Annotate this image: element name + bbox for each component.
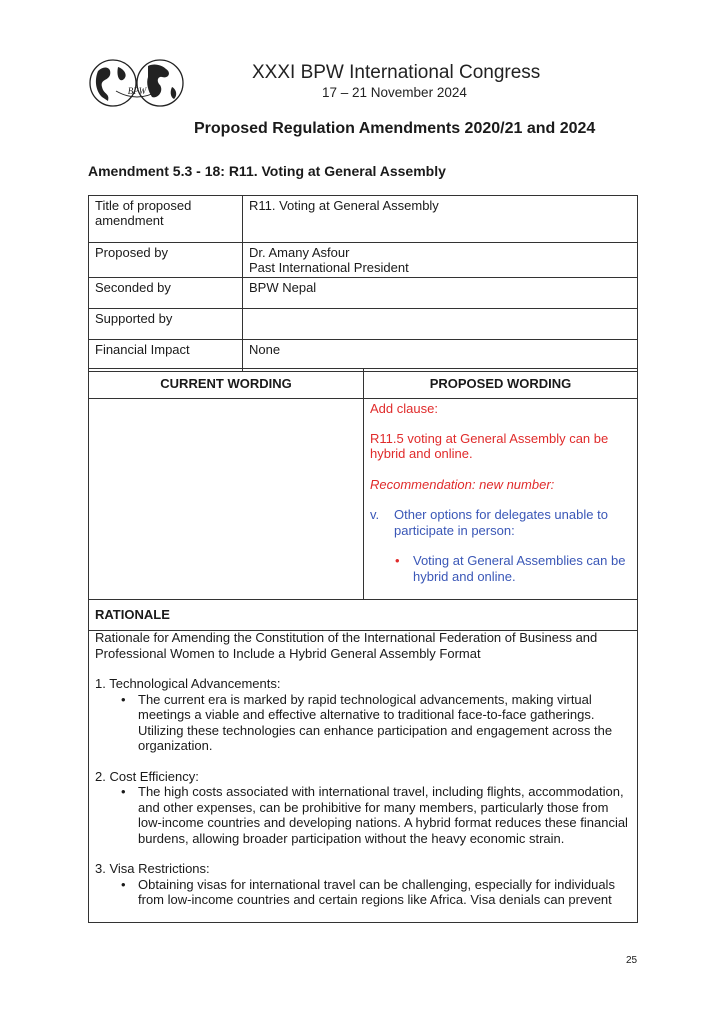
proposed-wording-cell [364,399,638,600]
proposed-wording-header: PROPOSED WORDING [364,369,638,399]
financial-impact-value: None [243,340,638,372]
title-value: R11. Voting at General Assembly [243,196,638,243]
rationale-heading: RATIONALE [95,607,170,622]
rationale-bullet [95,877,631,908]
rationale-item [95,861,631,908]
rationale-bullet-text: Obtaining visas for international travel can be challenging, especially for individuals from low-income countries and certain regions like Africa. Visa denials can prevent [138,876,615,907]
rationale-item [95,676,631,754]
seconded-by-label: Seconded by [89,278,243,309]
wording-header-row [89,369,638,399]
rationale-bullet [95,784,631,846]
document-title: Proposed Regulation Amendments 2020/21 and 2024 [194,120,596,137]
bullet-icon: • [395,553,400,568]
rationale-heading-row [88,599,638,631]
rationale-body [88,630,638,923]
logo-text: BPW [127,86,147,96]
rationale-bullet-text: The high costs associated with international travel, including flights, accommodation, and other expenses, can be prohibitive for many members, particularly those from low-income countries and developing nations. A hybrid format reduces these financial burdens, allowing broader participation without the heavy economic strain. [138,784,628,846]
financial-impact-label: Financial Impact [89,340,243,372]
clause-text: R11.5 voting at General Assembly can be hybrid and online. [370,430,609,461]
table-row [89,340,638,372]
recommendation-text: Recommendation: new number: [370,476,555,492]
table-row [89,278,638,309]
bullet-icon: • [121,784,126,799]
option-numeral: v. [370,507,380,522]
option-bullet-text: Voting at General Assemblies can be hybrid and online. [413,553,626,584]
current-wording-header: CURRENT WORDING [89,369,364,399]
page-number: 25 [626,955,638,966]
wording-body-row [89,399,638,600]
rationale-item-title: 3. Visa Restrictions: [95,861,210,876]
rationale-item-title: 1. Technological Advancements: [95,676,281,691]
seconded-by-value: BPW Nepal [243,278,638,309]
option-item [370,507,631,538]
title-label: Title of proposed amendment [89,196,243,243]
supported-by-label: Supported by [89,309,243,340]
amendment-info-table [88,195,638,372]
table-row [89,309,638,340]
rationale-bullet [95,692,631,754]
table-row [89,196,638,243]
rationale-item [95,769,631,847]
option-bullet-item [370,553,631,584]
amendment-title: Amendment 5.3 - 18: R11. Voting at General Assembly [88,163,446,179]
add-clause-text: Add clause: [370,401,438,416]
proposed-by-label: Proposed by [89,243,243,278]
rationale-intro: Rationale for Amending the Constitution of the International Federation of Business and Professional Women to Include a Hybrid General Assembly Format [95,630,598,661]
wording-table [88,368,638,600]
rationale-item-title: 2. Cost Efficiency: [95,768,199,784]
proposer-name: Dr. Amany Asfour [249,245,350,260]
table-row [89,243,638,278]
proposer-role: Past International President [249,260,409,275]
proposed-by-value [243,243,638,278]
supported-by-value [243,309,638,340]
congress-dates: 17 – 21 November 2024 [322,85,467,100]
rationale-bullet-text: The current era is marked by rapid technological advancements, making virtual meetings a viable and effective alternative to traditional face-to-face gatherings. Utilizing these technologies can enhance participation and engagement across the organization. [138,691,613,753]
congress-title: XXXI BPW International Congress [252,62,541,83]
option-text: Other options for delegates unable to participate in person: [394,507,608,538]
bullet-icon: • [121,876,126,892]
current-wording-cell [89,399,364,600]
bullet-icon: • [121,691,126,707]
bpw-globe-logo [88,57,186,109]
